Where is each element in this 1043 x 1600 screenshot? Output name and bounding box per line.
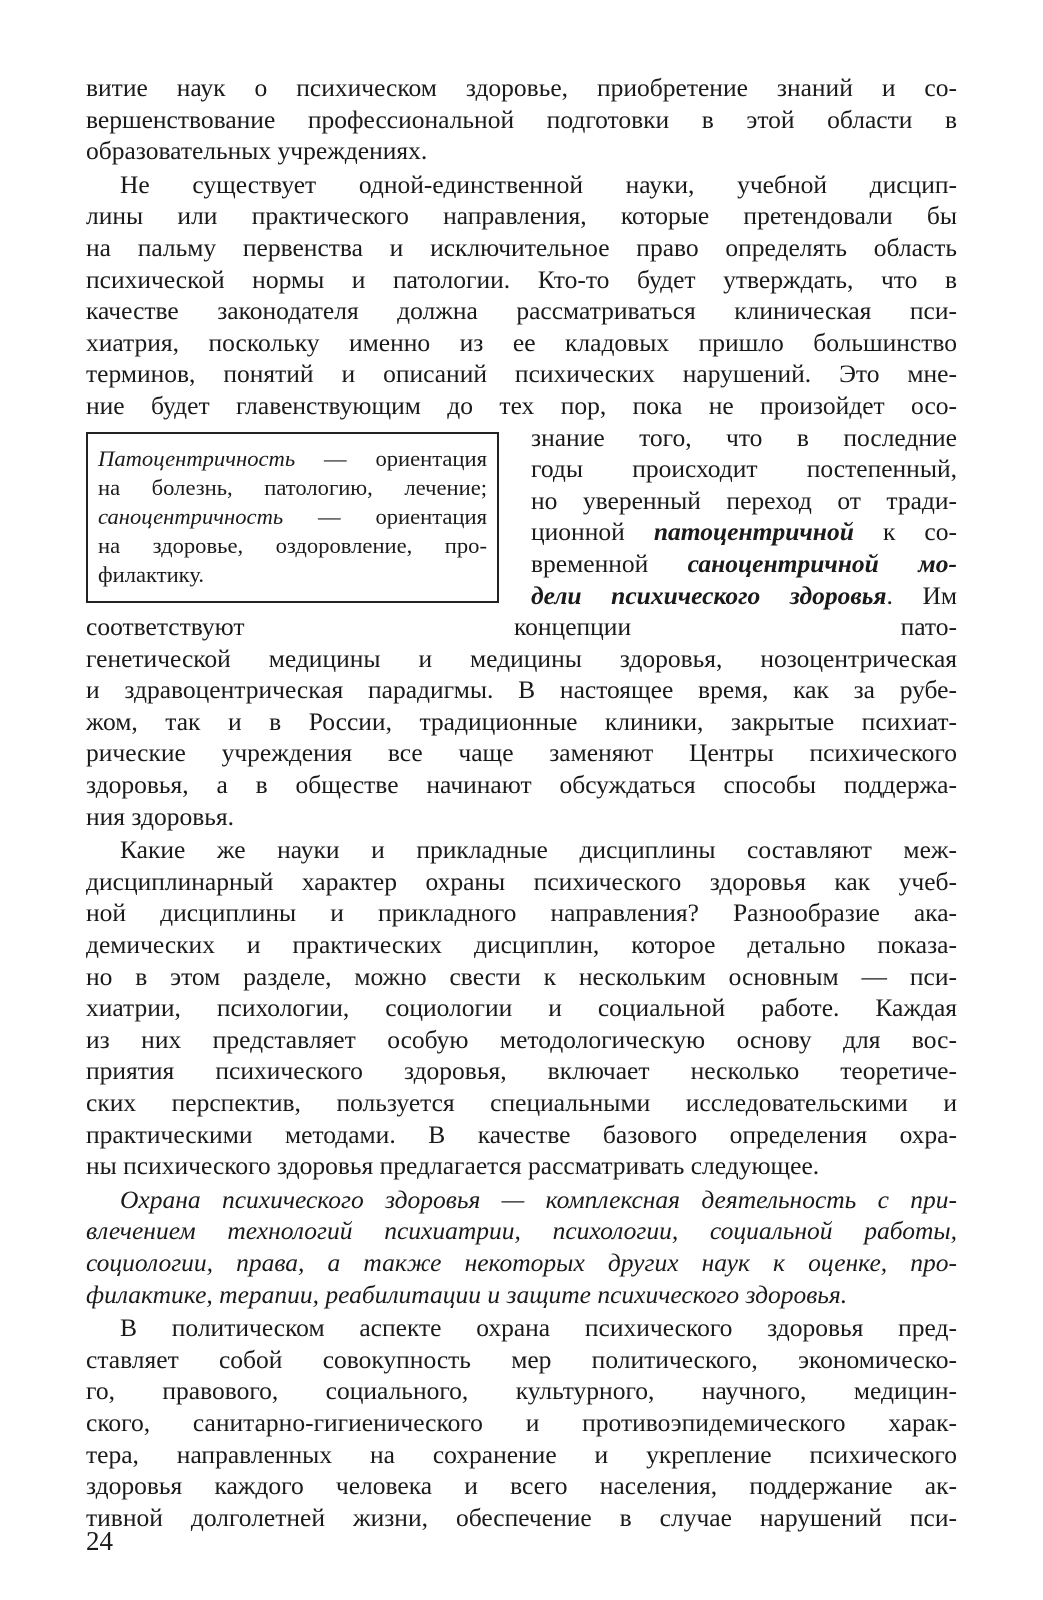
text-line: ны психического здоровья предлагается рассматривать следующее. xyxy=(86,1151,820,1181)
term-sanocentric: саноцентричность xyxy=(98,503,284,529)
text-line: ния здоровья. xyxy=(86,801,235,831)
text-line: здоровья, а в обществе начинают обсуждаться способы поддержа- xyxy=(86,770,957,800)
definition-sidebox xyxy=(86,432,499,603)
text-line: ского, санитарно-гигиенического и противоэпидемического харак- xyxy=(86,1407,957,1437)
sidebox-wrap-area xyxy=(86,422,957,643)
text-line: дисциплинарный характер охраны психического здоровья как учеб- xyxy=(86,866,957,896)
sidebox-line: на здоровье, оздоровление, про- xyxy=(98,532,487,558)
text-line: витие наук о психическом здоровье, приобретение знаний и со- xyxy=(86,73,957,102)
text-line: ставляет собой совокупность мер политического, экономическо- xyxy=(86,1344,957,1374)
text-line: лины или практического направления, которые претендовали бы xyxy=(86,201,957,231)
text-line: на пальму первенства и исключительное право определять область xyxy=(86,232,957,262)
text-line: знание того, что в последние xyxy=(531,422,957,452)
text-line: жом, так и в России, традиционные клиники, закрытые психиат- xyxy=(86,706,957,736)
text-line: тера, направленных на сохранение и укрепление психического xyxy=(86,1439,957,1469)
text-line: социологии, права, а также некоторых других наук к оценке, про- xyxy=(86,1247,957,1277)
paragraph-1 xyxy=(86,72,957,167)
text-line: ной дисциплины и прикладного направления? Разнообразие ака- xyxy=(86,898,957,928)
text-run: к со- xyxy=(853,517,957,547)
text-line: ских перспектив, пользуется специальными исследовательскими и xyxy=(86,1088,957,1117)
text-line: В политическом аспекте охрана психического здоровья пред- xyxy=(120,1313,957,1343)
text-line: образовательных учреждениях. xyxy=(86,136,428,166)
text-run: временной xyxy=(531,548,688,578)
text-line: го, правового, социального, культурного, научного, медицин- xyxy=(86,1376,957,1406)
paragraph-3 xyxy=(86,834,957,1182)
text-line: Охрана психического здоровья — комплексная деятельность с при- xyxy=(120,1184,957,1214)
text-line: приятия психического здоровья, включает несколько теоретиче- xyxy=(86,1056,957,1086)
text-line: но уверенный переход от тради- xyxy=(531,485,957,515)
sidebox-text: — ориентация xyxy=(295,445,487,471)
text-line: годы происходит постепенный, xyxy=(531,454,957,484)
text-line: рические учреждения все чаще заменяют Центры психического xyxy=(86,738,957,768)
text-line: хиатрии, психологии, социологии и социальной работе. Каждая xyxy=(86,993,957,1023)
emphasis-term: дели психического здоровья xyxy=(531,580,887,610)
text-line: вершенствование профессиональной подготовки в этой области в xyxy=(86,104,957,134)
text-line: тивной долголетней жизни, обеспечение в случае нарушений пси- xyxy=(86,1502,957,1532)
text-line: и здравоцентрическая парадигмы. В настоящее время, как за рубе- xyxy=(86,675,957,705)
text-line: Какие же науки и прикладные дисциплины составляют меж- xyxy=(120,835,957,865)
term-pathocentric: Патоцентричность xyxy=(98,445,296,471)
text-run: . Им xyxy=(886,580,957,610)
text-line: практическими методами. В качестве базового определения охра- xyxy=(86,1119,957,1149)
text-line: хиатрия, поскольку именно из ее кладовых пришло большинство xyxy=(86,327,957,357)
emphasis-term: патоцентричной xyxy=(653,517,854,547)
text-line: генетической медицины и медицины здоровья, нозоцентрическая xyxy=(86,643,957,673)
text-line: психической нормы и патологии. Кто-то будет утверждать, что в xyxy=(86,264,957,294)
sidebox-line xyxy=(98,502,487,531)
definition-paragraph xyxy=(86,1184,957,1310)
text-line: терминов, понятий и описаний психических нарушений. Это мне- xyxy=(86,359,957,389)
page-number: 24 xyxy=(86,1526,113,1556)
text-run: ционной xyxy=(531,517,654,547)
text-line: но в этом разделе, можно свести к нескольким основным — пси- xyxy=(86,961,957,991)
paragraph-2 xyxy=(86,169,957,832)
text-line: из них представляет особую методологическую основу для вос- xyxy=(86,1024,957,1054)
text-line: влечением технологий психиатрии, психологии, социальной работы, xyxy=(86,1216,957,1246)
text-line: ние будет главенствующим до тех пор, пока не произойдет осо- xyxy=(86,390,957,420)
text-line: качестве законодателя должна рассматриваться клиническая пси- xyxy=(86,296,957,326)
text-line: филактике, терапии, реабилитации и защите психического здоровья. xyxy=(86,1279,848,1309)
text-line: здоровья каждого человека и всего населения, поддержание ак- xyxy=(86,1471,957,1501)
paragraph-4 xyxy=(86,1312,957,1533)
text-line: демических и практических дисциплин, которое детально показа- xyxy=(86,930,957,960)
sidebox-text: — ориентация xyxy=(283,503,487,529)
body-text xyxy=(86,72,957,1533)
sidebox-line xyxy=(98,444,487,473)
sidebox-line: на болезнь, патологию, лечение; xyxy=(98,474,487,500)
text-line: Не существует одной-единственной науки, учебной дисцип- xyxy=(120,169,957,199)
text-line: соответствуют концепции пато- xyxy=(86,612,957,642)
emphasis-term: саноцентричной мо- xyxy=(687,548,957,578)
sidebox-line: филактику. xyxy=(98,561,205,587)
